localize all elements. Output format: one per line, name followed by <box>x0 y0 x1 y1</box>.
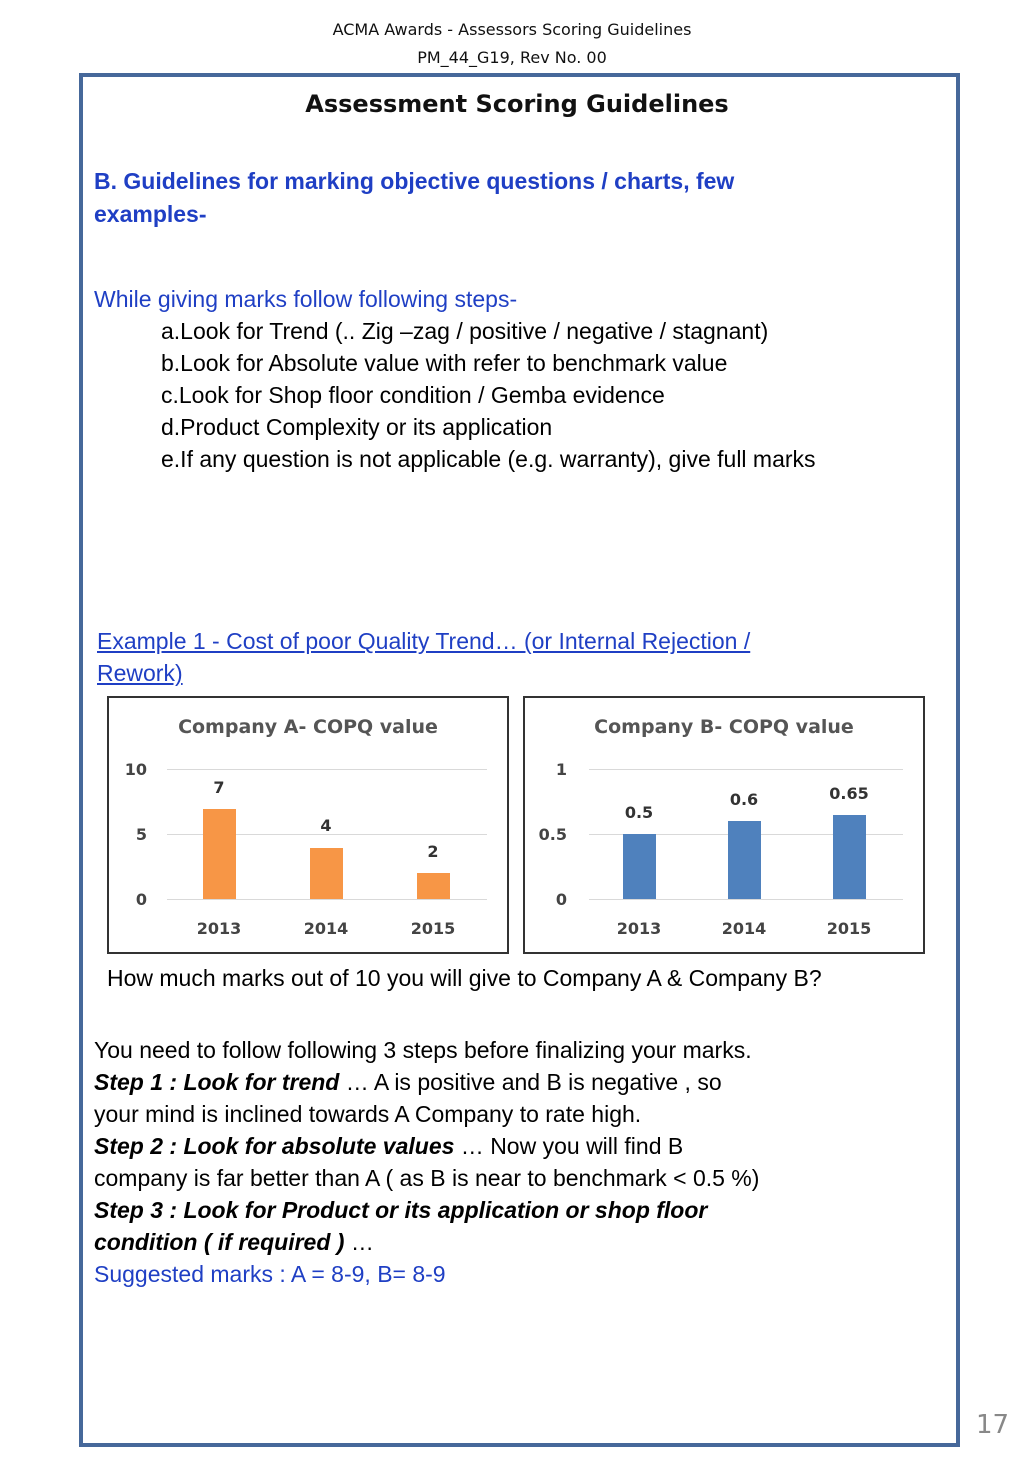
explanation-block <box>94 1034 759 1290</box>
gridline <box>167 769 487 770</box>
explanation-intro: You need to follow following 3 steps before finalizing your marks. <box>94 1037 752 1063</box>
x-tick: 2015 <box>826 919 872 938</box>
y-tick: 10 <box>124 760 147 779</box>
data-label: 0.5 <box>624 803 654 822</box>
data-label: 7 <box>213 778 225 797</box>
step-1-label: Step 1 : Look for trend <box>94 1069 340 1095</box>
step-2-continued: company is far better than A ( as B is near to benchmark < 0.5 %) <box>94 1165 760 1191</box>
y-tick: 0.5 <box>538 825 567 844</box>
step-1-continued: your mind is inclined towards A Company to rate high. <box>94 1101 642 1127</box>
bar-2015 <box>833 815 866 899</box>
section-heading-line1: B. Guidelines for marking objective questions / charts, few <box>94 168 735 194</box>
step-3-label-2: condition ( if required ) <box>94 1229 345 1255</box>
step-3-continued <box>94 1226 759 1258</box>
data-label: 0.6 <box>729 790 759 809</box>
example-title-line1: Example 1 - Cost of poor Quality Trend… (or Internal Rejection / <box>97 628 751 654</box>
chart-company-b <box>523 696 925 954</box>
y-tick: 1 <box>555 760 567 779</box>
example-title-line2: Rework) <box>97 660 183 686</box>
bar-2013 <box>203 809 236 899</box>
chart-title: Company B- COPQ value <box>594 716 854 738</box>
data-label: 2 <box>427 842 439 861</box>
example-question: How much marks out of 10 you will give to Company A & Company B? <box>107 965 822 991</box>
chart-company-a <box>107 696 509 954</box>
step-2 <box>94 1130 759 1162</box>
bar-2014 <box>310 848 343 899</box>
step-item: d.Product Complexity or its application <box>161 414 553 440</box>
x-axis-line <box>589 899 903 900</box>
bar-2015 <box>417 873 450 899</box>
step-item: c.Look for Shop floor condition / Gemba evidence <box>161 382 665 408</box>
x-axis-line <box>167 899 487 900</box>
step-1-text: … A is positive and B is negative , so <box>339 1069 722 1095</box>
chart-title: Company A- COPQ value <box>178 716 438 738</box>
section-heading-line2: examples- <box>94 201 207 227</box>
steps-intro: While giving marks follow following steps- <box>94 286 518 312</box>
x-tick: 2014 <box>303 919 349 938</box>
document-code: PM_44_G19, Rev No. 00 <box>417 48 607 67</box>
y-tick: 5 <box>135 825 147 844</box>
x-tick: 2014 <box>721 919 767 938</box>
document-header-title: ACMA Awards - Assessors Scoring Guidelines <box>332 20 692 39</box>
y-tick: 0 <box>135 890 147 909</box>
section-heading <box>94 168 734 228</box>
steps-list <box>161 315 816 475</box>
bar-2014 <box>728 821 761 899</box>
step-item: e.If any question is not applicable (e.g. warranty), give full marks <box>161 446 816 472</box>
step-2-text: … Now you will find B <box>454 1133 684 1159</box>
step-item: a.Look for Trend (.. Zig –zag / positive / negative / stagnant) <box>161 318 769 344</box>
page-title: Assessment Scoring Guidelines <box>305 90 729 118</box>
y-tick: 0 <box>555 890 567 909</box>
gridline <box>589 769 903 770</box>
bar-2013 <box>623 834 656 899</box>
x-tick: 2013 <box>196 919 242 938</box>
example-title <box>97 625 750 689</box>
data-label: 0.65 <box>829 784 869 803</box>
step-1 <box>94 1066 759 1098</box>
suggested-marks: Suggested marks : A = 8-9, B= 8-9 <box>94 1261 446 1287</box>
step-item: b.Look for Absolute value with refer to benchmark value <box>161 350 728 376</box>
page-number: 17 <box>976 1410 1010 1440</box>
x-tick: 2015 <box>410 919 456 938</box>
step-3-text: … <box>344 1229 374 1255</box>
data-label: 4 <box>320 816 332 835</box>
step-3-label: Step 3 : Look for Product or its application or shop floor <box>94 1197 708 1223</box>
x-tick: 2013 <box>616 919 662 938</box>
step-2-label: Step 2 : Look for absolute values <box>94 1133 455 1159</box>
